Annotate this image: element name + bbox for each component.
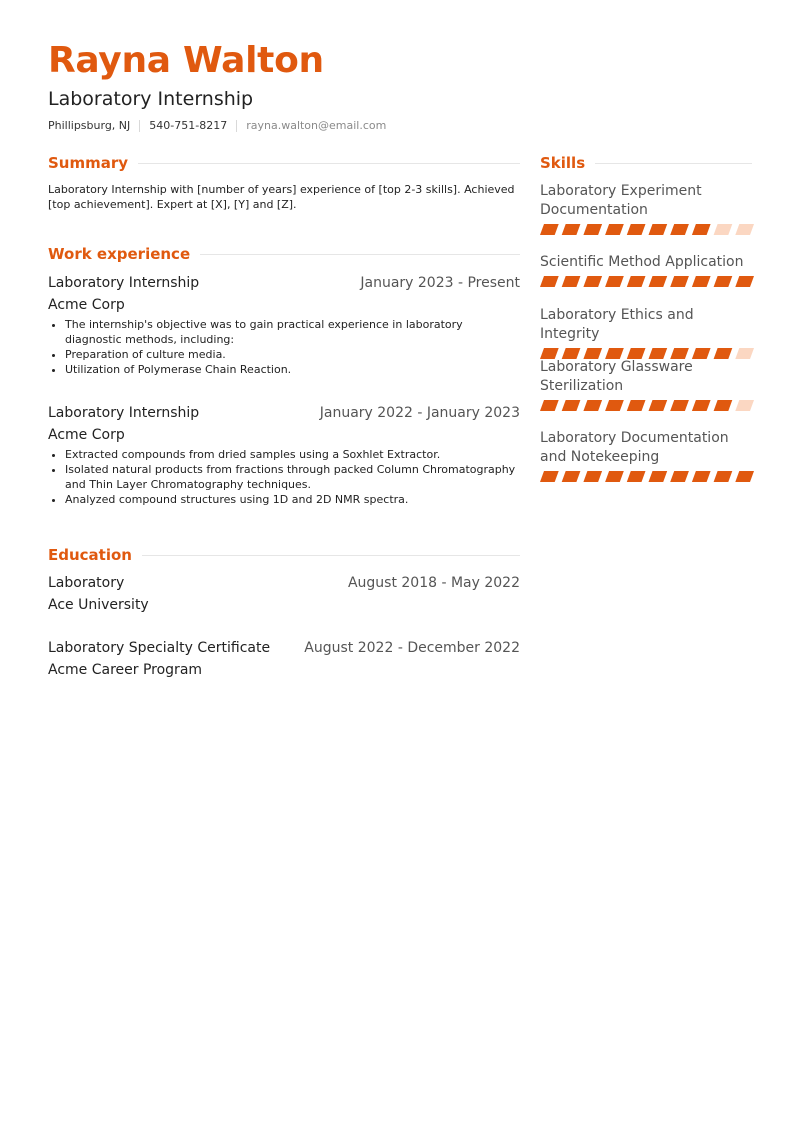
section-rule	[200, 254, 520, 255]
skill-segment-filled	[540, 471, 559, 482]
skill-segment-filled	[583, 276, 602, 287]
skill-level-bar	[540, 276, 754, 287]
degree-date: August 2022 - December 2022	[304, 640, 520, 656]
skill-segment-filled	[562, 400, 581, 411]
skill-item	[540, 306, 754, 359]
degree-title: Laboratory	[48, 575, 125, 591]
company-name: Acme Corp	[48, 427, 125, 443]
skill-name: Laboratory Ethics and Integrity	[540, 307, 694, 342]
skill-segment-filled	[692, 471, 711, 482]
divider	[139, 120, 140, 132]
section-rule	[142, 555, 520, 556]
skill-segment-filled	[692, 224, 711, 235]
section-rule	[138, 163, 520, 164]
school-name: Acme Career Program	[48, 662, 203, 678]
skill-segment-filled	[714, 400, 733, 411]
skill-segment-filled	[649, 276, 668, 287]
section-rule	[595, 163, 752, 164]
skill-name: Laboratory Experiment Documentation	[540, 183, 702, 218]
skill-segment-empty	[735, 400, 754, 411]
bullet-item: • The internship's objective was to gain practical experience in laboratory diagnostic methods, including:	[65, 317, 520, 347]
job-title: Laboratory Internship	[48, 275, 200, 291]
skill-segment-filled	[540, 400, 559, 411]
job-date: January 2022 - January 2023	[319, 405, 520, 421]
skill-name: Laboratory Glassware Sterilization	[540, 359, 693, 394]
work-entry	[48, 405, 520, 507]
skill-segment-filled	[670, 224, 689, 235]
skill-segment-filled	[670, 400, 689, 411]
skill-segment-filled	[605, 471, 624, 482]
skill-item	[540, 182, 754, 235]
education-entry	[48, 575, 520, 613]
contact-line	[48, 119, 386, 132]
summary-heading-text: Summary	[48, 154, 129, 172]
skill-segment-filled	[562, 471, 581, 482]
bullet-item: • Utilization of Polymerase Chain Reaction.	[65, 362, 520, 377]
skill-name: Laboratory Documentation and Notekeeping	[540, 430, 729, 465]
skill-segment-filled	[540, 276, 559, 287]
skill-item	[540, 253, 754, 287]
skill-segment-filled	[605, 400, 624, 411]
job-bullets	[48, 447, 520, 507]
work-heading	[48, 245, 520, 263]
skill-segment-filled	[605, 276, 624, 287]
bullet-item: • Extracted compounds from dried samples using a Soxhlet Extractor.	[65, 447, 520, 462]
skill-name: Scientific Method Application	[540, 254, 744, 270]
skill-level-bar	[540, 224, 754, 235]
bullet-item: • Isolated natural products from fractions through packed Column Chromatography and Thin Layer Chromatography techniques.	[65, 462, 520, 492]
skill-segment-filled	[692, 276, 711, 287]
bullet-item: • Preparation of culture media.	[65, 347, 520, 362]
candidate-role: Laboratory Internship	[48, 88, 254, 110]
job-bullets	[48, 317, 520, 377]
bullet-item: • Analyzed compound structures using 1D and 2D NMR spectra.	[65, 492, 520, 507]
skill-segment-filled	[692, 400, 711, 411]
work-entry	[48, 275, 520, 377]
skill-segment-filled	[670, 276, 689, 287]
skill-segment-filled	[735, 276, 754, 287]
skill-segment-filled	[714, 276, 733, 287]
candidate-name: Rayna Walton	[48, 40, 324, 81]
skill-segment-filled	[583, 471, 602, 482]
company-name: Acme Corp	[48, 297, 125, 313]
education-heading-text: Education	[48, 546, 132, 564]
job-date: January 2023 - Present	[360, 275, 520, 291]
school-name: Ace University	[48, 597, 149, 613]
skill-item	[540, 358, 754, 411]
skill-level-bar	[540, 471, 754, 482]
skill-item	[540, 429, 754, 482]
skill-segment-filled	[540, 224, 559, 235]
skill-segment-empty	[714, 224, 733, 235]
skill-segment-filled	[649, 471, 668, 482]
skill-segment-filled	[627, 471, 646, 482]
phone: 540-751-8217	[149, 119, 228, 132]
education-heading	[48, 546, 520, 564]
education-entry	[48, 640, 520, 678]
skill-segment-filled	[562, 276, 581, 287]
skill-segment-filled	[583, 400, 602, 411]
degree-date: August 2018 - May 2022	[347, 575, 520, 591]
skill-segment-filled	[627, 400, 646, 411]
skill-segment-filled	[605, 224, 624, 235]
summary-text: Laboratory Internship with [number of years] experience of [top 2-3 skills]. Achieved [top achievement]. Expert at [X], [Y] and [Z].	[48, 183, 515, 211]
work-heading-text: Work experience	[48, 245, 191, 263]
skill-segment-filled	[670, 471, 689, 482]
skill-segment-filled	[583, 224, 602, 235]
degree-title: Laboratory Specialty Certificate	[48, 640, 271, 656]
skill-segment-filled	[562, 224, 581, 235]
skill-level-bar	[540, 400, 754, 411]
skills-heading	[540, 154, 752, 172]
summary-heading	[48, 154, 520, 172]
job-title: Laboratory Internship	[48, 405, 200, 421]
skill-segment-empty	[735, 224, 754, 235]
skill-segment-filled	[627, 224, 646, 235]
skill-segment-filled	[649, 400, 668, 411]
divider	[236, 120, 237, 132]
skill-segment-filled	[649, 224, 668, 235]
skill-segment-filled	[714, 471, 733, 482]
email-link[interactable]: rayna.walton@email.com	[246, 119, 387, 132]
skill-segment-filled	[627, 276, 646, 287]
location: Phillipsburg, NJ	[48, 119, 131, 132]
skills-heading-text: Skills	[540, 154, 586, 172]
skill-segment-filled	[735, 471, 754, 482]
